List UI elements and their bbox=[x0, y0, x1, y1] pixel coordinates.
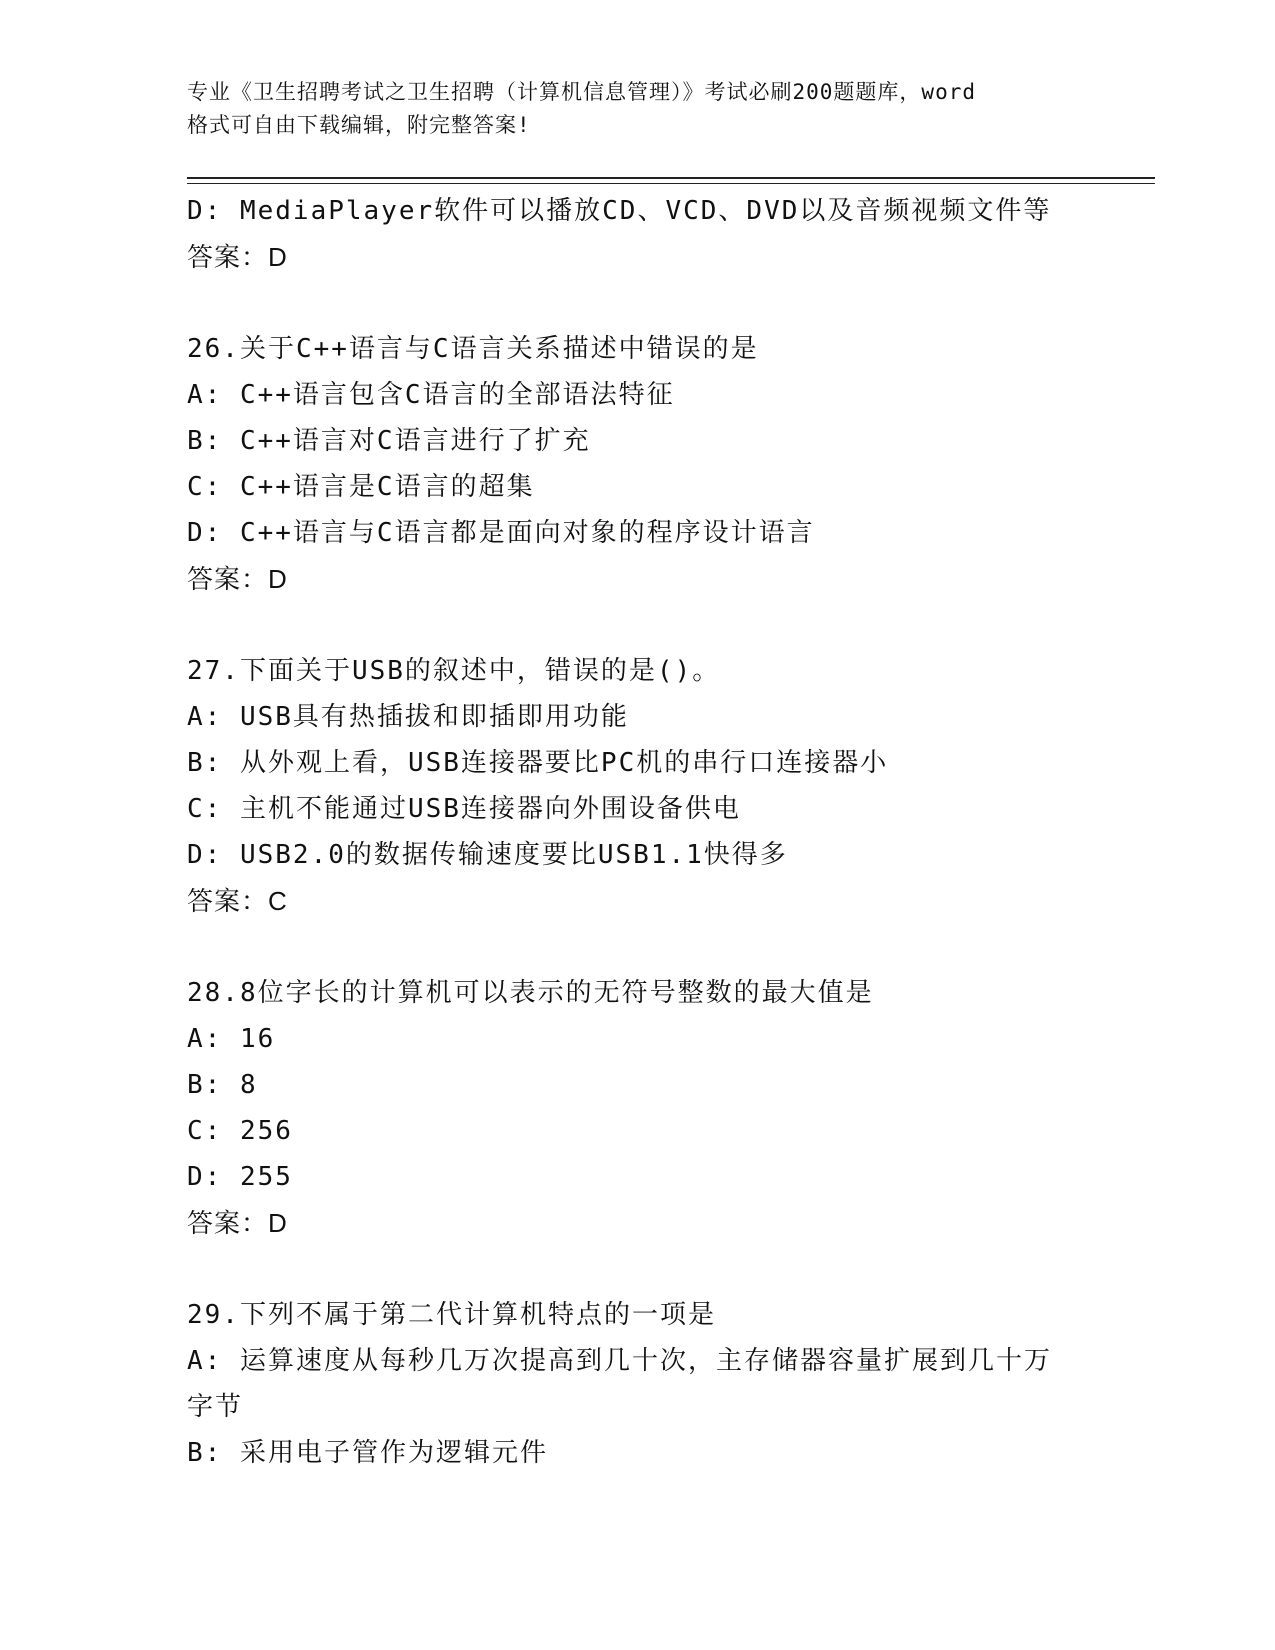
question-27-option-a: A: USB具有热插拔和即插即用功能 bbox=[187, 702, 629, 732]
question-26-option-c: C: C++语言是C语言的超集 bbox=[187, 472, 535, 502]
question-26-option-b: B: C++语言对C语言进行了扩充 bbox=[187, 426, 591, 456]
question-26 bbox=[187, 326, 1087, 602]
question-26-answer: 答案：D bbox=[187, 564, 288, 594]
question-25-option-d: D: MediaPlayer软件可以播放CD、VCD、DVD以及音频视频文件等 bbox=[187, 196, 1052, 226]
question-list bbox=[187, 188, 1087, 1476]
question-29-option-a-line-1: A: 运算速度从每秒几万次提高到几十次，主存储器容量扩展到几十万 bbox=[187, 1346, 1052, 1376]
question-28-option-c: C: 256 bbox=[187, 1116, 293, 1146]
spacer bbox=[187, 924, 1087, 970]
question-29-option-a-line-2: 字节 bbox=[187, 1392, 244, 1422]
question-26-option-d: D: C++语言与C语言都是面向对象的程序设计语言 bbox=[187, 518, 815, 548]
header-line-1: 专业《卫生招聘考试之卫生招聘（计算机信息管理）》考试必刷200题题库，word bbox=[187, 80, 976, 104]
question-26-option-a: A: C++语言包含C语言的全部语法特征 bbox=[187, 380, 675, 410]
question-28-stem: 28.8位字长的计算机可以表示的无符号整数的最大值是 bbox=[187, 978, 874, 1008]
question-27 bbox=[187, 648, 1087, 924]
spacer bbox=[187, 602, 1087, 648]
question-28-option-d: D: 255 bbox=[187, 1162, 293, 1192]
question-26-stem: 26.关于C++语言与C语言关系描述中错误的是 bbox=[187, 334, 759, 364]
question-28 bbox=[187, 970, 1087, 1246]
question-28-answer: 答案：D bbox=[187, 1208, 288, 1238]
question-29 bbox=[187, 1292, 1087, 1476]
document-header bbox=[187, 76, 1087, 142]
question-27-option-b: B: 从外观上看，USB连接器要比PC机的串行口连接器小 bbox=[187, 748, 889, 778]
question-27-option-c: C: 主机不能通过USB连接器向外围设备供电 bbox=[187, 794, 741, 824]
question-28-option-a: A: 16 bbox=[187, 1024, 276, 1054]
question-27-stem: 27.下面关于USB的叙述中，错误的是()。 bbox=[187, 656, 721, 686]
spacer bbox=[187, 1246, 1087, 1292]
question-29-option-b: B: 采用电子管作为逻辑元件 bbox=[187, 1438, 548, 1468]
header-divider-thin bbox=[187, 183, 1155, 184]
question-27-answer: 答案：C bbox=[187, 886, 288, 916]
header-line-2: 格式可自由下载编辑，附完整答案! bbox=[187, 113, 531, 137]
question-25-answer: 答案：D bbox=[187, 242, 288, 272]
question-28-option-b: B: 8 bbox=[187, 1070, 258, 1100]
question-29-stem: 29.下列不属于第二代计算机特点的一项是 bbox=[187, 1300, 716, 1330]
spacer bbox=[187, 280, 1087, 326]
question-27-option-d: D: USB2.0的数据传输速度要比USB1.1快得多 bbox=[187, 840, 788, 870]
question-25-tail bbox=[187, 188, 1087, 280]
header-divider-thick bbox=[187, 177, 1155, 179]
